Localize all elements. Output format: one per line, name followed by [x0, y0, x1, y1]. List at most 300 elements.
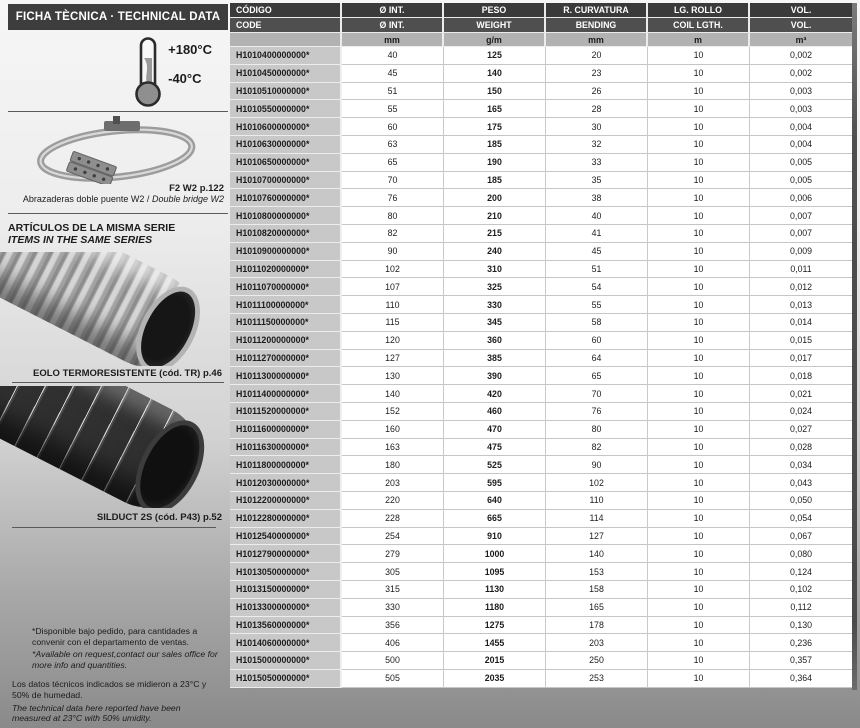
- value-cell: 0,006: [750, 189, 852, 207]
- table-header-row-english: [230, 18, 852, 33]
- value-cell: 0,028: [750, 439, 852, 457]
- value-cell: 115: [342, 314, 444, 332]
- value-cell: 0,124: [750, 563, 852, 581]
- value-cell: 10: [648, 545, 750, 563]
- unit-m: m: [648, 33, 750, 47]
- value-cell: 10: [648, 652, 750, 670]
- value-cell: 10: [648, 403, 750, 421]
- value-cell: 10: [648, 118, 750, 136]
- code-cell: H1011630000000*: [230, 439, 342, 457]
- value-cell: 165: [546, 599, 648, 617]
- value-cell: 0,003: [750, 83, 852, 101]
- value-cell: 360: [444, 332, 546, 350]
- value-cell: 210: [444, 207, 546, 225]
- footnote-measurement-en: The technical data here reported have been measured at 23°C with 50% umidity.: [12, 702, 181, 724]
- code-cell: H1011800000000*: [230, 456, 342, 474]
- value-cell: 114: [546, 510, 648, 528]
- code-cell: H1011200000000*: [230, 332, 342, 350]
- page-title: [8, 4, 228, 30]
- same-series-heading-es: ARTÍCULOS DE LA MISMA SERIE: [8, 222, 176, 234]
- code-cell: H1010450000000*: [230, 65, 342, 83]
- value-cell: 110: [342, 296, 444, 314]
- value-cell: 305: [342, 563, 444, 581]
- value-cell: 63: [342, 136, 444, 154]
- value-cell: 0,014: [750, 314, 852, 332]
- table-row: [230, 225, 852, 243]
- temperature-labels: [168, 36, 212, 108]
- value-cell: 41: [546, 225, 648, 243]
- code-cell: H1010510000000*: [230, 83, 342, 101]
- clamp-image: [18, 114, 214, 189]
- code-cell: H1010820000000*: [230, 225, 342, 243]
- value-cell: 0,236: [750, 634, 852, 652]
- value-cell: 175: [444, 118, 546, 136]
- value-cell: 30: [546, 118, 648, 136]
- value-cell: 163: [342, 439, 444, 457]
- clamp-caption-es: Abrazaderas doble puente W2 /: [22, 194, 150, 204]
- code-cell: H1010650000000*: [230, 154, 342, 172]
- value-cell: 0,002: [750, 47, 852, 65]
- value-cell: 1095: [444, 563, 546, 581]
- value-cell: 1130: [444, 581, 546, 599]
- value-cell: 0,012: [750, 278, 852, 296]
- value-cell: 70: [546, 385, 648, 403]
- value-cell: 10: [648, 189, 750, 207]
- value-cell: 10: [648, 65, 750, 83]
- header-vol-en: VOL.: [750, 18, 852, 33]
- temperature-min: -40°C: [168, 71, 202, 86]
- value-cell: 1180: [444, 599, 546, 617]
- code-cell: H1010550000000*: [230, 100, 342, 118]
- value-cell: 505: [342, 670, 444, 688]
- code-cell: H1011300000000*: [230, 367, 342, 385]
- value-cell: 55: [546, 296, 648, 314]
- unit-mm: mm: [342, 33, 444, 47]
- clamp-caption: [0, 194, 224, 204]
- value-cell: 345: [444, 314, 546, 332]
- value-cell: 82: [342, 225, 444, 243]
- table-row: [230, 528, 852, 546]
- hose-opening: [123, 276, 213, 366]
- value-cell: 60: [546, 332, 648, 350]
- code-cell: H1011150000000*: [230, 314, 342, 332]
- value-cell: 2035: [444, 670, 546, 688]
- header-diam-int: Ø INT.: [342, 3, 444, 18]
- value-cell: 0,009: [750, 243, 852, 261]
- table-row: [230, 296, 852, 314]
- header-weight: WEIGHT: [444, 18, 546, 33]
- value-cell: 595: [444, 474, 546, 492]
- value-cell: 107: [342, 278, 444, 296]
- value-cell: 60: [342, 118, 444, 136]
- hose-opening: [121, 409, 218, 508]
- table-row: [230, 474, 852, 492]
- value-cell: 0,021: [750, 385, 852, 403]
- table-body: [230, 47, 852, 688]
- code-cell: H1010600000000*: [230, 118, 342, 136]
- value-cell: 120: [342, 332, 444, 350]
- table-header-row-units: [230, 33, 852, 47]
- value-cell: 215: [444, 225, 546, 243]
- table-row: [230, 421, 852, 439]
- value-cell: 10: [648, 154, 750, 172]
- value-cell: 0,003: [750, 100, 852, 118]
- divider: [8, 111, 228, 112]
- value-cell: 110: [546, 492, 648, 510]
- value-cell: 38: [546, 189, 648, 207]
- value-cell: 10: [648, 617, 750, 635]
- value-cell: 10: [648, 634, 750, 652]
- value-cell: 470: [444, 421, 546, 439]
- code-cell: H1010900000000*: [230, 243, 342, 261]
- value-cell: 279: [342, 545, 444, 563]
- value-cell: 665: [444, 510, 546, 528]
- value-cell: 330: [444, 296, 546, 314]
- value-cell: 460: [444, 403, 546, 421]
- table-row: [230, 189, 852, 207]
- value-cell: 45: [546, 243, 648, 261]
- table-row: [230, 367, 852, 385]
- value-cell: 10: [648, 670, 750, 688]
- header-diam-int-en: Ø INT.: [342, 18, 444, 33]
- code-cell: H1011600000000*: [230, 421, 342, 439]
- value-cell: 0,007: [750, 225, 852, 243]
- footnote-measurement-es: Los datos técnicos indicados se midieron a 23°C y 50% de humedad.: [12, 679, 207, 700]
- dark-hose-image: [0, 386, 217, 508]
- table-row: [230, 136, 852, 154]
- value-cell: 0,130: [750, 617, 852, 635]
- table-row: [230, 403, 852, 421]
- series-item-image-eolo: [0, 252, 228, 366]
- table-row: [230, 492, 852, 510]
- value-cell: 0,102: [750, 581, 852, 599]
- value-cell: 185: [444, 136, 546, 154]
- sidebar: [0, 0, 228, 728]
- code-cell: H1011070000000*: [230, 278, 342, 296]
- value-cell: 152: [342, 403, 444, 421]
- value-cell: 158: [546, 581, 648, 599]
- footnotes: [12, 626, 218, 726]
- value-cell: 0,004: [750, 118, 852, 136]
- header-lg-rollo: LG. ROLLO: [648, 3, 750, 18]
- value-cell: 33: [546, 154, 648, 172]
- table-row: [230, 314, 852, 332]
- value-cell: 102: [546, 474, 648, 492]
- series-item-caption: EOLO TERMORESISTENTE (cód. TR) p.46: [33, 368, 222, 379]
- value-cell: 10: [648, 207, 750, 225]
- value-cell: 127: [342, 350, 444, 368]
- value-cell: 10: [648, 172, 750, 190]
- value-cell: 0,050: [750, 492, 852, 510]
- code-cell: H1012540000000*: [230, 528, 342, 546]
- thermometer-icon: [130, 36, 166, 108]
- value-cell: 80: [546, 421, 648, 439]
- value-cell: 203: [342, 474, 444, 492]
- code-cell: H1011400000000*: [230, 385, 342, 403]
- table-row: [230, 599, 852, 617]
- value-cell: 385: [444, 350, 546, 368]
- value-cell: 64: [546, 350, 648, 368]
- table-row: [230, 118, 852, 136]
- code-cell: H1010800000000*: [230, 207, 342, 225]
- series-item-image-silduct: [0, 386, 228, 508]
- divider: [12, 382, 224, 383]
- table-row: [230, 510, 852, 528]
- value-cell: 10: [648, 314, 750, 332]
- table-row: [230, 100, 852, 118]
- code-cell: H1012200000000*: [230, 492, 342, 510]
- value-cell: 10: [648, 421, 750, 439]
- value-cell: 0,015: [750, 332, 852, 350]
- value-cell: 500: [342, 652, 444, 670]
- value-cell: 10: [648, 456, 750, 474]
- table-row: [230, 581, 852, 599]
- value-cell: 0,034: [750, 456, 852, 474]
- value-cell: 10: [648, 100, 750, 118]
- value-cell: 0,027: [750, 421, 852, 439]
- code-cell: H1012790000000*: [230, 545, 342, 563]
- value-cell: 315: [342, 581, 444, 599]
- table-row: [230, 617, 852, 635]
- value-cell: 130: [342, 367, 444, 385]
- clamp-caption-en: Double bridge W2: [151, 194, 224, 204]
- divider: [8, 213, 228, 214]
- footnote-availability-en: *Available on request,contact our sales office for more info and quantities.: [32, 649, 218, 670]
- table-row: [230, 670, 852, 688]
- table-row: [230, 545, 852, 563]
- value-cell: 80: [342, 207, 444, 225]
- value-cell: 330: [342, 599, 444, 617]
- unit-mm-bending: mm: [546, 33, 648, 47]
- value-cell: 127: [546, 528, 648, 546]
- value-cell: 160: [342, 421, 444, 439]
- clamp-reference: F2 W2 p.122: [169, 183, 224, 194]
- header-coil-length: COIL LGTH.: [648, 18, 750, 33]
- value-cell: 51: [342, 83, 444, 101]
- value-cell: 40: [342, 47, 444, 65]
- value-cell: 35: [546, 172, 648, 190]
- value-cell: 0,054: [750, 510, 852, 528]
- code-cell: H1011100000000*: [230, 296, 342, 314]
- table-row: [230, 332, 852, 350]
- value-cell: 0,011: [750, 261, 852, 279]
- hose-clamp-icon: [18, 114, 214, 184]
- value-cell: 0,007: [750, 207, 852, 225]
- value-cell: 140: [444, 65, 546, 83]
- value-cell: 640: [444, 492, 546, 510]
- value-cell: 70: [342, 172, 444, 190]
- value-cell: 0,067: [750, 528, 852, 546]
- code-cell: H1015050000000*: [230, 670, 342, 688]
- value-cell: 82: [546, 439, 648, 457]
- value-cell: 253: [546, 670, 648, 688]
- code-cell: H1011020000000*: [230, 261, 342, 279]
- divider: [12, 527, 216, 528]
- same-series-heading: [8, 222, 224, 246]
- value-cell: 125: [444, 47, 546, 65]
- header-vol: VOL.: [750, 3, 852, 18]
- value-cell: 390: [444, 367, 546, 385]
- gray-hose-image: [0, 252, 212, 366]
- value-cell: 28: [546, 100, 648, 118]
- table-row: [230, 207, 852, 225]
- code-cell: H1015000000000*: [230, 652, 342, 670]
- value-cell: 0,112: [750, 599, 852, 617]
- value-cell: 0,018: [750, 367, 852, 385]
- value-cell: 1000: [444, 545, 546, 563]
- code-cell: H1010630000000*: [230, 136, 342, 154]
- value-cell: 190: [444, 154, 546, 172]
- value-cell: 200: [444, 189, 546, 207]
- value-cell: 10: [648, 243, 750, 261]
- value-cell: 10: [648, 278, 750, 296]
- value-cell: 910: [444, 528, 546, 546]
- value-cell: 228: [342, 510, 444, 528]
- value-cell: 10: [648, 225, 750, 243]
- table-row: [230, 563, 852, 581]
- value-cell: 310: [444, 261, 546, 279]
- value-cell: 10: [648, 581, 750, 599]
- code-cell: H1011270000000*: [230, 350, 342, 368]
- value-cell: 0,017: [750, 350, 852, 368]
- value-cell: 10: [648, 83, 750, 101]
- value-cell: 90: [342, 243, 444, 261]
- value-cell: 140: [546, 545, 648, 563]
- value-cell: 10: [648, 47, 750, 65]
- table-row: [230, 385, 852, 403]
- value-cell: 20: [546, 47, 648, 65]
- value-cell: 40: [546, 207, 648, 225]
- value-cell: 406: [342, 634, 444, 652]
- value-cell: 10: [648, 385, 750, 403]
- value-cell: 10: [648, 439, 750, 457]
- table-row: [230, 652, 852, 670]
- value-cell: 51: [546, 261, 648, 279]
- same-series-heading-en: ITEMS IN THE SAME SERIES: [8, 234, 153, 246]
- value-cell: 250: [546, 652, 648, 670]
- value-cell: 55: [342, 100, 444, 118]
- code-cell: H1012280000000*: [230, 510, 342, 528]
- code-cell: H1013150000000*: [230, 581, 342, 599]
- value-cell: 178: [546, 617, 648, 635]
- value-cell: 475: [444, 439, 546, 457]
- value-cell: 10: [648, 563, 750, 581]
- value-cell: 140: [342, 385, 444, 403]
- value-cell: 76: [342, 189, 444, 207]
- header-code: CODE: [230, 18, 342, 33]
- value-cell: 185: [444, 172, 546, 190]
- value-cell: 32: [546, 136, 648, 154]
- value-cell: 10: [648, 599, 750, 617]
- value-cell: 0,005: [750, 154, 852, 172]
- temperature-range: [130, 36, 212, 108]
- value-cell: 10: [648, 474, 750, 492]
- table-row: [230, 154, 852, 172]
- value-cell: 0,024: [750, 403, 852, 421]
- value-cell: 0,043: [750, 474, 852, 492]
- table-row: [230, 172, 852, 190]
- value-cell: 0,013: [750, 296, 852, 314]
- value-cell: 23: [546, 65, 648, 83]
- value-cell: 90: [546, 456, 648, 474]
- value-cell: 65: [546, 367, 648, 385]
- value-cell: 420: [444, 385, 546, 403]
- header-peso: PESO: [444, 3, 546, 18]
- value-cell: 10: [648, 492, 750, 510]
- value-cell: 58: [546, 314, 648, 332]
- value-cell: 10: [648, 296, 750, 314]
- value-cell: 325: [444, 278, 546, 296]
- code-cell: H1010400000000*: [230, 47, 342, 65]
- table-row: [230, 456, 852, 474]
- value-cell: 150: [444, 83, 546, 101]
- table-row: [230, 278, 852, 296]
- table-row: [230, 83, 852, 101]
- code-cell: H1012030000000*: [230, 474, 342, 492]
- value-cell: 0,364: [750, 670, 852, 688]
- value-cell: 1455: [444, 634, 546, 652]
- code-cell: H1013560000000*: [230, 617, 342, 635]
- code-cell: H1013050000000*: [230, 563, 342, 581]
- value-cell: 254: [342, 528, 444, 546]
- unit-empty: [230, 33, 342, 47]
- footnote-availability-es: *Disponible bajo pedido, para cantidades a convenir con el departamento de ventas.: [32, 626, 198, 647]
- value-cell: 10: [648, 261, 750, 279]
- code-cell: H1010760000000*: [230, 189, 342, 207]
- value-cell: 54: [546, 278, 648, 296]
- unit-g-per-m: g/m: [444, 33, 546, 47]
- value-cell: 102: [342, 261, 444, 279]
- temperature-max: +180°C: [168, 42, 212, 57]
- code-cell: H1010700000000*: [230, 172, 342, 190]
- value-cell: 0,080: [750, 545, 852, 563]
- value-cell: 10: [648, 510, 750, 528]
- value-cell: 10: [648, 332, 750, 350]
- technical-data-table: [230, 3, 852, 688]
- value-cell: 10: [648, 136, 750, 154]
- table-row: [230, 261, 852, 279]
- header-r-curvatura: R. CURVATURA: [546, 3, 648, 18]
- table-row: [230, 47, 852, 65]
- table-row: [230, 65, 852, 83]
- page-title-text: FICHA TÈCNICA · TECHNICAL DATA: [15, 11, 221, 23]
- table-row: [230, 634, 852, 652]
- value-cell: 203: [546, 634, 648, 652]
- value-cell: 10: [648, 350, 750, 368]
- value-cell: 165: [444, 100, 546, 118]
- header-bending: BENDING: [546, 18, 648, 33]
- value-cell: 76: [546, 403, 648, 421]
- value-cell: 180: [342, 456, 444, 474]
- value-cell: 1275: [444, 617, 546, 635]
- header-codigo: CÓDIGO: [230, 3, 342, 18]
- value-cell: 153: [546, 563, 648, 581]
- code-cell: H1011520000000*: [230, 403, 342, 421]
- value-cell: 0,002: [750, 65, 852, 83]
- value-cell: 525: [444, 456, 546, 474]
- value-cell: 220: [342, 492, 444, 510]
- unit-m3: m³: [750, 33, 852, 47]
- value-cell: 0,004: [750, 136, 852, 154]
- page-edge-shadow: [852, 3, 857, 690]
- value-cell: 10: [648, 528, 750, 546]
- code-cell: H1014060000000*: [230, 634, 342, 652]
- value-cell: 0,357: [750, 652, 852, 670]
- value-cell: 45: [342, 65, 444, 83]
- value-cell: 2015: [444, 652, 546, 670]
- code-cell: H1013300000000*: [230, 599, 342, 617]
- value-cell: 65: [342, 154, 444, 172]
